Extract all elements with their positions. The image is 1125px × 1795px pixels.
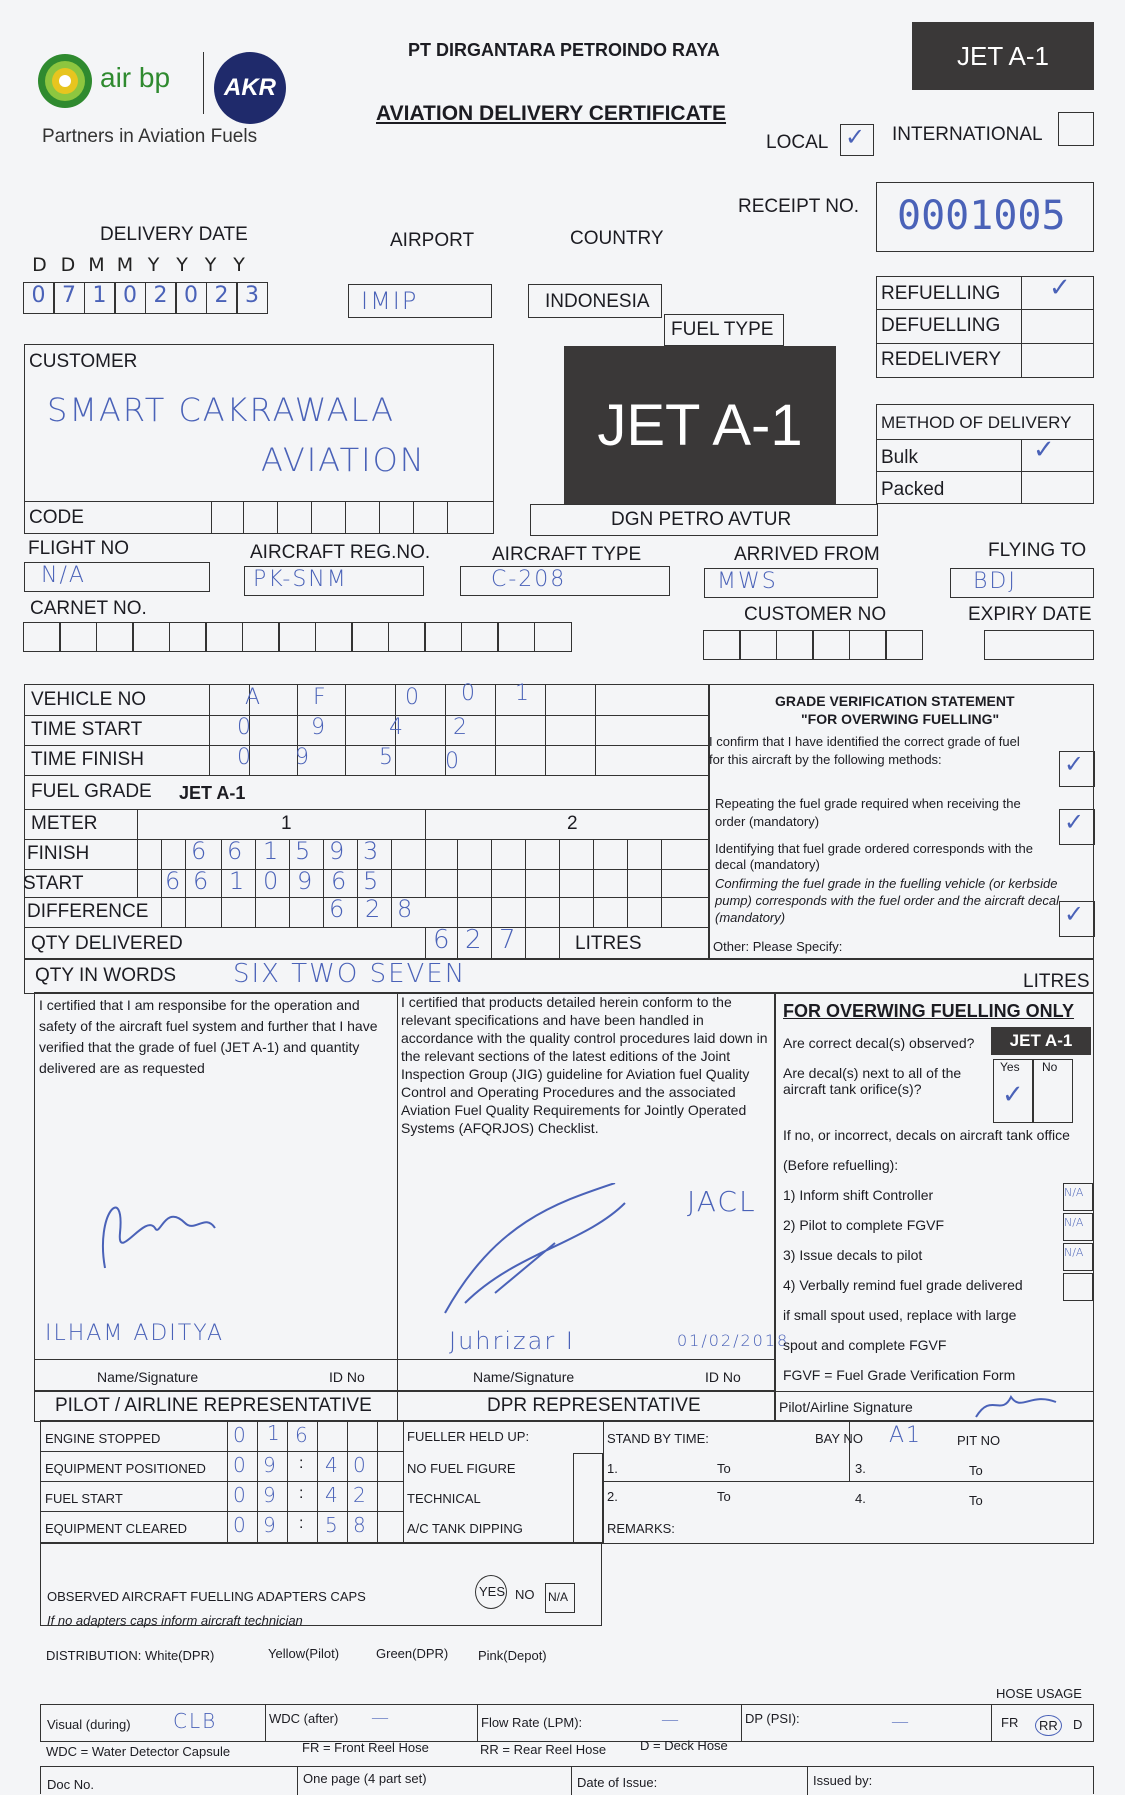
no-fuel-label: NO FUEL FIGURE (407, 1461, 516, 1476)
time-start-1: 0 (237, 715, 253, 740)
local-checkbox[interactable]: ✓ (840, 124, 874, 156)
distribution-pink: Pink(Depot) (478, 1648, 547, 1663)
refuelling-mark: ✓ (1049, 273, 1073, 303)
difference-label: DIFFERENCE (27, 901, 149, 922)
adapters-yes[interactable]: YES (475, 1575, 507, 1609)
fuel-type-label-box: FUEL TYPE (664, 314, 784, 346)
aircraft-type-label: AIRCRAFT TYPE (492, 544, 642, 565)
ep-4: 4 (325, 1453, 340, 1477)
ec-2: 9 (263, 1513, 278, 1537)
sb-4-to: To (969, 1493, 983, 1508)
es-1: 0 (233, 1423, 248, 1447)
defuelling-option[interactable]: DEFUELLING (881, 315, 1001, 336)
meter-1: 1 (281, 813, 292, 834)
overwing-title: FOR OVERWING FUELLING ONLY (783, 1001, 1075, 1021)
tagline: Partners in Aviation Fuels (42, 126, 258, 147)
footer-measure-row (40, 1704, 1094, 1742)
step1-box[interactable]: N/A (1063, 1183, 1093, 1211)
fuel-sub-box: DGN PETRO AVTUR (530, 504, 878, 536)
doc-no-label: Doc No. (47, 1777, 94, 1792)
qty-d2: 2 (465, 925, 484, 955)
sb-2: 2. (607, 1489, 618, 1504)
delivery-date-cells[interactable]: 0 7 1 0 2 0 2 3 (24, 282, 268, 314)
hose-usage-label: HOSE USAGE (996, 1686, 1082, 1701)
ep-2: 9 (263, 1453, 278, 1477)
adapters-no[interactable]: NO (515, 1587, 535, 1602)
pilot-rep-label: PILOT / AIRLINE REPRESENTATIVE (55, 1395, 372, 1416)
adapters-label: OBSERVED AIRCRAFT FUELLING ADAPTERS CAPS (47, 1589, 366, 1604)
receipt-label: RECEIPT NO. (738, 196, 860, 217)
sb-1-to: To (717, 1461, 731, 1476)
hold-up-checks[interactable] (573, 1453, 603, 1543)
delivery-date-label: DELIVERY DATE (100, 224, 248, 245)
wdc-after-label: WDC (after) (269, 1711, 339, 1726)
overwing-step4: 4) Verbally remind fuel grade delivered (783, 1277, 1023, 1293)
meter-section (23, 681, 710, 960)
vehicle-char-5: 1 (515, 681, 531, 706)
overwing-q1: Are correct decal(s) observed? (783, 1035, 975, 1051)
legend-rr: RR = Rear Reel Hose (480, 1742, 607, 1757)
fs-1: 0 (233, 1483, 248, 1507)
start-label: START (23, 873, 84, 894)
litres-label-2: LITRES (1023, 971, 1090, 992)
qty-words-row (24, 958, 1094, 994)
date-format-row: D D M M Y Y Y Y (32, 254, 245, 276)
doc-row (40, 1766, 1094, 1794)
distribution-yellow: Yellow(Pilot) (268, 1646, 340, 1661)
bay-label: BAY NO (815, 1431, 863, 1446)
time-finish-3: 5 (379, 745, 395, 770)
country-field[interactable]: INDONESIA (528, 284, 662, 318)
sb-3-to: To (969, 1463, 983, 1478)
grade-other: Other: Please Specify: (713, 939, 843, 954)
litres-label: LITRES (575, 933, 642, 954)
bp-logo (36, 52, 94, 110)
pilot-name-sig-label: Name/Signature (97, 1369, 199, 1385)
grade-intro: I confirm that I have identified the correct grade of fuel for this aircraft by the following methods: (709, 734, 1020, 767)
ec-4: 5 (325, 1513, 340, 1537)
start-d7: 5 (363, 867, 381, 895)
time-start-label: TIME START (31, 719, 143, 740)
flying-to-label: FLYING TO (988, 540, 1087, 561)
dpr-date: 01/02/2018 (677, 1331, 790, 1350)
issued-by-label: Issued by: (813, 1773, 873, 1788)
visual-label: Visual (during) (47, 1717, 131, 1732)
sb-3: 3. (855, 1461, 866, 1476)
finish-label: FINISH (27, 843, 90, 864)
hose-d[interactable]: D (1073, 1717, 1083, 1732)
technical-label: TECHNICAL (407, 1491, 481, 1506)
customer-label: CUSTOMER (29, 351, 138, 372)
certificate-title: AVIATION DELIVERY CERTIFICATE (376, 102, 727, 125)
akr-logo (214, 52, 286, 124)
start-d5: 9 (297, 867, 315, 895)
dpr-initials: JACL (687, 1185, 757, 1218)
grade-statement-title: GRADE VERIFICATION STATEMENT (775, 693, 1015, 709)
equip-positioned-label: EQUIPMENT POSITIONED (45, 1461, 206, 1476)
dp-label: DP (PSI): (745, 1711, 800, 1726)
pilot-cert-text: I certified that I am responsibe for the operation and safety of the aircraft fuel system and further that I have verified that the grade of fuel (JET A-1) and quantity delivered are as requested (39, 997, 378, 1076)
akr-brand: AKR (224, 74, 276, 101)
stand-by-label: STAND BY TIME: (607, 1431, 709, 1446)
method-table (876, 404, 1094, 504)
time-finish-2: 9 (295, 745, 311, 770)
grade-item2: Identifying that fuel grade ordered corresponds with the decal (mandatory) (715, 841, 1033, 872)
brand-divider (203, 52, 204, 114)
engine-stopped-label: ENGINE STOPPED (45, 1431, 161, 1446)
aircraft-reg-label: AIRCRAFT REG.NO. (250, 542, 431, 563)
expiry-date-field[interactable] (984, 630, 1094, 660)
airbp-brand: air bp (100, 62, 171, 93)
bulk-mark: ✓ (1033, 435, 1057, 465)
flow-rate-value: — (661, 1709, 681, 1730)
arrived-from-field[interactable]: MWS (704, 568, 878, 598)
overwing-step2: 2) Pilot to complete FGVF (783, 1217, 945, 1233)
start-d6: 6 (331, 867, 349, 895)
start-d4: 0 (263, 867, 281, 895)
aircraft-reg-field[interactable]: PK-SNM (244, 566, 424, 596)
dpr-signature (435, 1183, 635, 1323)
overwing-step1: 1) Inform shift Controller (783, 1187, 934, 1203)
customer-no-label: CUSTOMER NO (744, 604, 887, 625)
dpr-name: Juhrizar I (449, 1327, 575, 1355)
finish-d4: 5 (295, 837, 313, 865)
pit-label: PIT NO (957, 1433, 1001, 1448)
meter-2: 2 (567, 813, 578, 834)
qty-d3: 7 (499, 925, 518, 955)
ep-5: 0 (353, 1453, 368, 1477)
dpr-id-label: ID No (705, 1369, 741, 1385)
qty-words-label: QTY IN WORDS (35, 965, 177, 986)
certification-box (34, 992, 790, 1392)
vehicle-char-4: 0 (461, 681, 477, 706)
finish-d6: 3 (363, 837, 381, 865)
grade-check-1[interactable]: ✓ (1059, 751, 1095, 787)
dpr-rep-label: DPR REPRESENTATIVE (487, 1395, 701, 1416)
refuelling-option[interactable]: REFUELLING (881, 283, 1001, 304)
method-label: METHOD OF DELIVERY (881, 413, 1072, 432)
fs-5: 2 (353, 1483, 368, 1507)
overwing-before: (Before refuelling): (783, 1157, 899, 1173)
time-finish-1: 0 (237, 745, 253, 770)
overwing-step6: spout and complete FGVF (783, 1337, 947, 1353)
fuel-grade-label: FUEL GRADE (31, 781, 152, 802)
equip-cleared-label: EQUIPMENT CLEARED (45, 1521, 188, 1536)
overwing-if-no: If no, or incorrect, decals on aircraft tank office (783, 1127, 1070, 1143)
distribution-green: Green(DPR) (376, 1646, 449, 1661)
flying-to-field[interactable]: BDJ (950, 568, 1094, 598)
dpr-name-sig-label: Name/Signature (473, 1369, 575, 1385)
vehicle-char-3: 0 (405, 685, 421, 710)
tank-dipping-label: A/C TANK DIPPING (407, 1521, 523, 1536)
grade-check-2[interactable]: ✓ (1059, 809, 1095, 845)
fs-3: : (299, 1485, 304, 1502)
step4-box[interactable] (1063, 1273, 1093, 1301)
dp-value: — (891, 1711, 911, 1732)
company-name: PT DIRGANTARA PETROINDO RAYA (408, 40, 720, 60)
time-start-4: 2 (453, 715, 469, 740)
customer-name-line1: SMART CAKRAWALA (47, 391, 395, 429)
customer-name-line2: AVIATION (261, 441, 426, 479)
hose-fr[interactable]: FR (1001, 1715, 1019, 1730)
international-label: INTERNATIONAL (892, 124, 1043, 145)
ec-1: 0 (233, 1513, 248, 1537)
qty-delivered-label: QTY DELIVERED (31, 933, 183, 954)
diff-d3: 8 (397, 895, 415, 923)
pilot-signature (65, 1173, 235, 1283)
vehicle-label: VEHICLE NO (31, 689, 147, 710)
finish-d3: 1 (263, 837, 281, 865)
expiry-date-label: EXPIRY DATE (968, 604, 1092, 625)
pilot-id-label: ID No (329, 1369, 365, 1385)
overwing-step3: 3) Issue decals to pilot (783, 1247, 923, 1263)
grade-check-3[interactable]: ✓ (1059, 901, 1095, 937)
time-finish-4: 0 (445, 749, 461, 774)
carnet-cells[interactable] (24, 622, 572, 652)
grade-statement-subtitle: "FOR OVERWING FUELLING" (801, 711, 1000, 727)
fs-4: 4 (325, 1483, 340, 1507)
arrived-from-label: ARRIVED FROM (734, 544, 880, 565)
fuel-grade-value: JET A-1 (179, 783, 246, 803)
sb-2-to: To (717, 1489, 731, 1504)
diff-d2: 2 (365, 895, 383, 923)
visual-value: CLB (173, 1709, 218, 1733)
time-start-3: 4 (389, 715, 405, 740)
times-box (40, 1420, 1094, 1544)
vehicle-char-2: F (313, 685, 328, 710)
overwing-fgvf: FGVF = Fuel Grade Verification Form (783, 1367, 1016, 1383)
ep-3: : (299, 1455, 304, 1472)
start-d3: 1 (229, 867, 247, 895)
fuel-type-badge: JET A-1 (564, 346, 836, 504)
overwing-q2: Are decal(s) next to all of the aircraft tank orifice(s)? (783, 1065, 962, 1097)
step3-box[interactable]: N/A (1063, 1243, 1093, 1271)
pilot-airline-signature (971, 1387, 1061, 1423)
finish-d2: 6 (227, 837, 245, 865)
qty-d1: 6 (433, 925, 452, 955)
time-finish-label: TIME FINISH (31, 749, 144, 770)
customer-box (24, 344, 494, 534)
start-d2: 6 (193, 867, 211, 895)
ec-5: 8 (353, 1513, 368, 1537)
wdc-after-value: — (371, 1707, 391, 1728)
meter-label: METER (31, 813, 98, 834)
flight-no-field[interactable]: N/A (24, 562, 210, 592)
overwing-no-box[interactable]: No (1033, 1059, 1073, 1123)
time-start-2: 9 (311, 715, 327, 740)
international-checkbox[interactable] (1058, 112, 1094, 146)
ep-1: 0 (233, 1453, 248, 1477)
fs-2: 9 (263, 1483, 278, 1507)
legend-fr: FR = Front Reel Hose (302, 1740, 429, 1755)
hose-rr[interactable]: RR (1035, 1715, 1062, 1736)
distribution-label: DISTRIBUTION: White(DPR) (46, 1648, 215, 1663)
grade-badge: JET A-1 (912, 22, 1094, 90)
bay-value: A1 (889, 1423, 923, 1448)
qty-words-value: SIX TWO SEVEN (233, 959, 467, 989)
finish-d1: 6 (191, 837, 209, 865)
sb-4: 4. (855, 1491, 866, 1506)
date-issue-label: Date of Issue: (577, 1775, 658, 1790)
bulk-option[interactable]: Bulk (881, 447, 918, 468)
airport-label: AIRPORT (390, 230, 475, 251)
overwing-step5: if small spout used, replace with large (783, 1307, 1017, 1323)
legend-d: D = Deck Hose (640, 1738, 728, 1753)
aircraft-type-field[interactable]: C-208 (460, 566, 670, 596)
legend-wdc: WDC = Water Detector Capsule (46, 1744, 231, 1759)
grade-item3: Confirming the fuel grade in the fuelling vehicle (or kerbside pump) corresponds with the fuel order and the aircraft decal (mandatory) (715, 876, 1059, 925)
carnet-label: CARNET NO. (30, 598, 147, 619)
service-table (876, 273, 1094, 378)
rep-row (34, 1390, 776, 1422)
es-3: 6 (295, 1423, 310, 1447)
receipt-number: 0001005 (897, 193, 1066, 239)
step2-box[interactable]: N/A (1063, 1213, 1093, 1241)
dpr-cert-text: I certified that products detailed herein conform to the relevant specifications and have been handled in accordance with the quality control procedures laid down in the relevant sections of the latest editions of the Joint Inspection Group (JIG) guideline for Aviation fuel Quality Control and Operating Procedures and the associated Aviation Fuel Quality Requirements for Jointly Operated Systems (AFQRJOS) Checklist. (401, 994, 768, 1136)
grade-statement-box (708, 684, 1094, 960)
fueller-held-label: FUELLER HELD UP: (407, 1429, 530, 1444)
flow-rate-label: Flow Rate (LPM): (481, 1715, 583, 1730)
packed-option[interactable]: Packed (881, 479, 945, 500)
airport-field[interactable]: IMIP (348, 284, 492, 318)
receipt-number-box (876, 182, 1094, 252)
adapters-box (40, 1542, 602, 1626)
finish-d5: 9 (329, 837, 347, 865)
start-d1: 6 (165, 867, 183, 895)
adapters-na[interactable]: N/A (545, 1583, 575, 1613)
pilot-name: ILHAM ADITYA (45, 1321, 225, 1346)
overwing-yes-box[interactable]: Yes ✓ (993, 1059, 1033, 1123)
adapters-note: If no adapters caps inform aircraft technician (47, 1613, 303, 1628)
country-label: COUNTRY (570, 228, 664, 249)
customer-no-cells[interactable] (704, 630, 923, 660)
es-2: 1 (267, 1421, 282, 1445)
overwing-box (774, 992, 1094, 1422)
local-label: LOCAL (766, 132, 829, 153)
sb-1: 1. (607, 1461, 618, 1476)
vehicle-char-1: A (245, 685, 263, 710)
code-label: CODE (29, 507, 84, 528)
remarks-label: REMARKS: (607, 1521, 675, 1536)
fuel-start-label: FUEL START (45, 1491, 123, 1506)
pilot-airline-sig-label: Pilot/Airline Signature (779, 1399, 913, 1415)
ec-3: : (299, 1515, 304, 1532)
flight-no-label: FLIGHT NO (28, 538, 129, 559)
one-page-label: One page (4 part set) (303, 1771, 427, 1786)
redelivery-option[interactable]: REDELIVERY (881, 349, 1002, 370)
diff-d1: 6 (329, 895, 347, 923)
bp-helios-icon (36, 52, 94, 110)
grade-item1: Repeating the fuel grade required when receiving the order (mandatory) (715, 796, 1021, 829)
overwing-badge: JET A-1 (991, 1027, 1091, 1055)
